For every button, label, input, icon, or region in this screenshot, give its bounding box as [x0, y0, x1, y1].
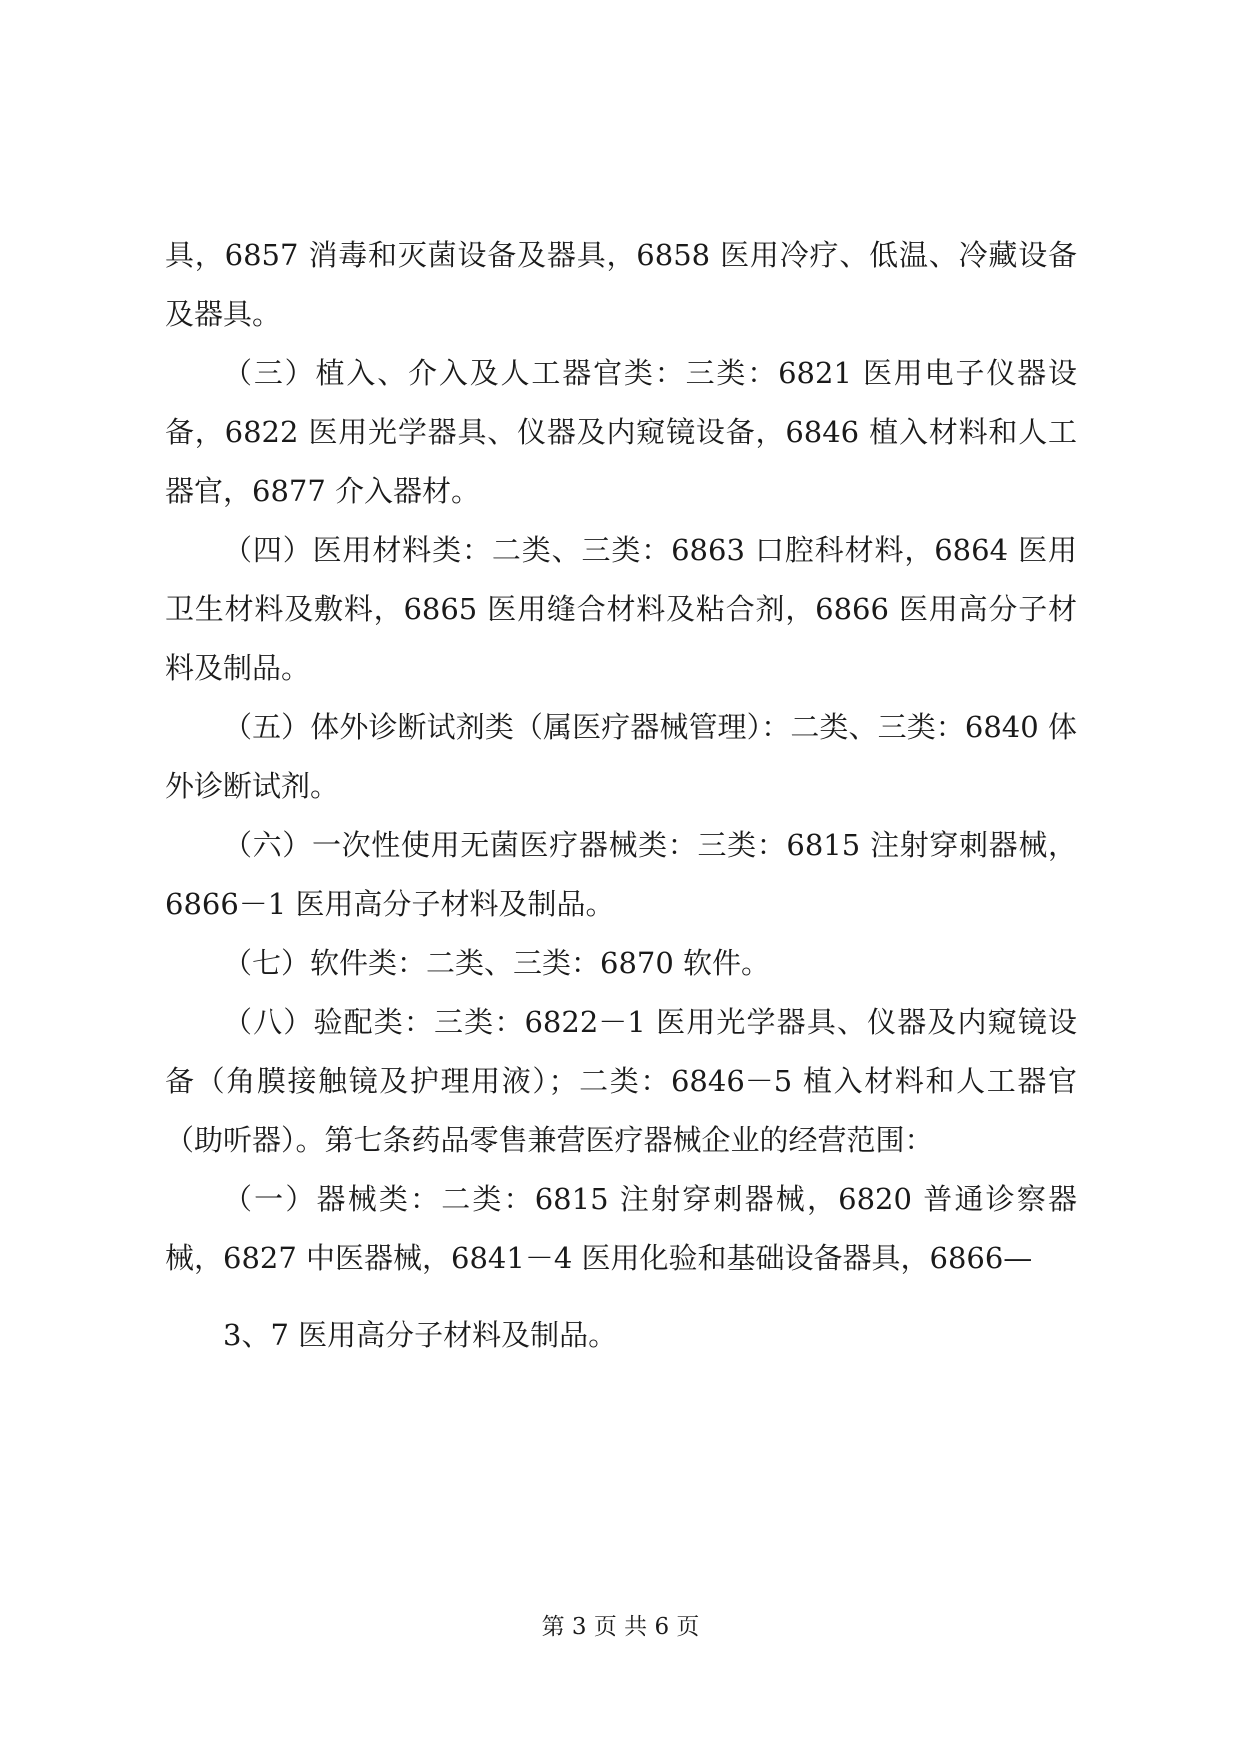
paragraph-2: （三）植入、介入及人工器官类：三类：6821 医用电子仪器设备，6822 医用光学器具、仪器及内窥镜设备，6846 植入材料和人工器官，6877 介入器材。: [165, 356, 1077, 508]
paragraph-9: 3、7 医用高分子材料及制品。: [223, 1318, 618, 1352]
paragraph-8: （一）器械类：二类：6815 注射穿刺器械，6820 普通诊察器械，6827 中医器械，6841－4 医用化验和基础设备器具，6866—: [165, 1182, 1077, 1275]
paragraph-3: （四）医用材料类：二类、三类：6863 口腔科材料，6864 医用卫生材料及敷料，6865 医用缝合材料及粘合剂，6866 医用高分子材料及制品。: [165, 533, 1077, 685]
page-number-footer: 第 3 页 共 6 页: [541, 1614, 700, 1640]
paragraph-7: （八）验配类：三类：6822－1 医用光学器具、仪器及内窥镜设备（角膜接触镜及护理用液）；二类：6846－5 植入材料和人工器官（助听器）。第七条药品零售兼营医疗器械企业的经营范围：: [165, 1005, 1077, 1157]
paragraph-1: 具，6857 消毒和灭菌设备及器具，6858 医用冷疗、低温、冷藏设备及器具。: [165, 238, 1077, 331]
paragraph-5: （六）一次性使用无菌医疗器械类：三类：6815 注射穿刺器械，6866－1 医用高分子材料及制品。: [165, 828, 1077, 921]
paragraph-6: （七）软件类：二类、三类：6870 软件。: [223, 946, 771, 980]
paragraph-4: （五）体外诊断试剂类（属医疗器械管理）：二类、三类：6840 体外诊断试剂。: [165, 710, 1077, 803]
document-body: [165, 226, 1077, 1365]
